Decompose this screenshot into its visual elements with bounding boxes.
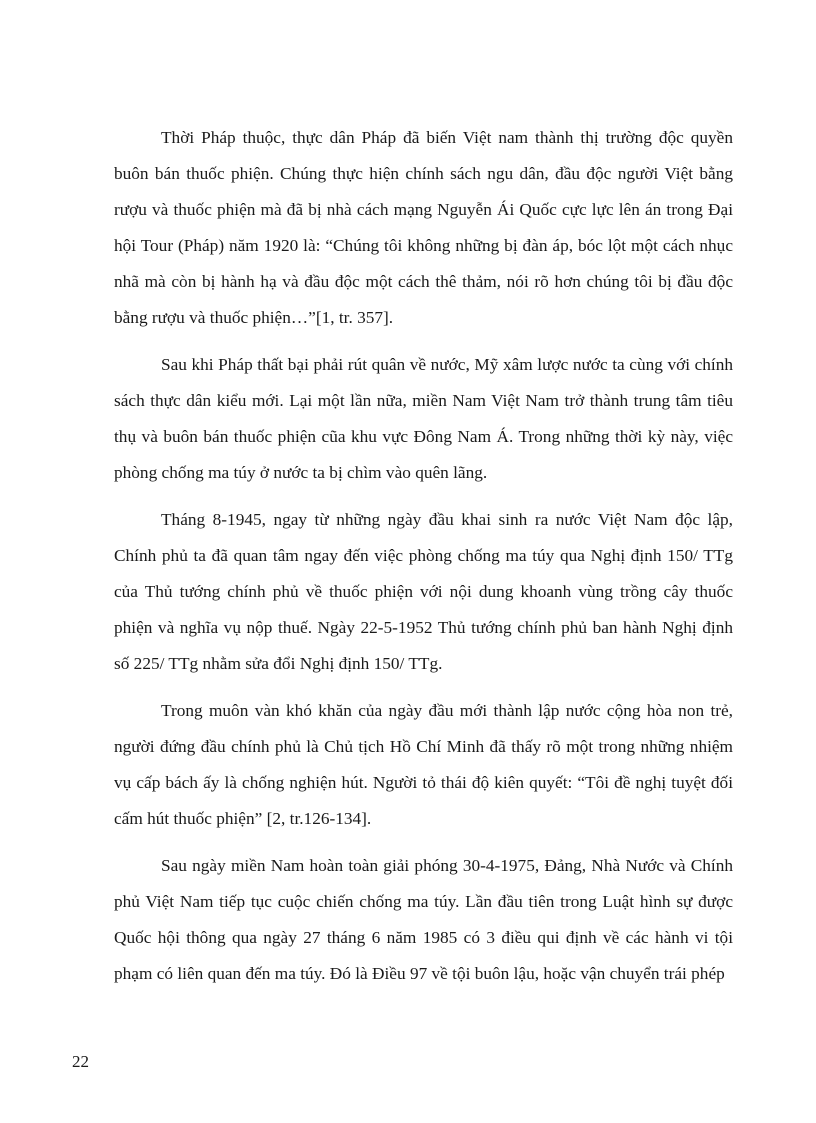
- page-number: 22: [72, 1052, 89, 1071]
- document-body: [114, 120, 733, 992]
- paragraph-criminal-law-1985: Sau ngày miền Nam hoàn toàn giải phóng 30-4-1975, Đảng, Nhà Nước và Chính phủ Việt Nam tiếp tục cuộc chiến chống ma túy. Lần đầu tiên trong Luật hình sự được Quốc hội thông qua ngày 27 tháng 6 năm 1985 có 3 điều qui định về các hành vi tội phạm có liên quan đến ma túy. Đó là Điều 97 về tội buôn lậu, hoặc vận chuyển trái phép: [114, 856, 733, 983]
- paragraph-french-colonial-opium: Thời Pháp thuộc, thực dân Pháp đã biến Việt nam thành thị trường độc quyền buôn bán thuốc phiện. Chúng thực hiện chính sách ngu dân, đầu độc người Việt bằng rượu và thuốc phiện mà đã bị nhà cách mạng Nguyễn Ái Quốc cực lực lên án trong Đại hội Tour (Pháp) năm 1920 là: “Chúng tôi không những bị đàn áp, bóc lột một cách nhục nhã mà còn bị hành hạ và đầu độc một cách thê thảm, nói rõ hơn chúng tôi bị đầu độc bằng rượu và thuốc phiện…”[1, tr. 357].: [114, 128, 733, 327]
- paragraph-decree-150: Tháng 8-1945, ngay từ những ngày đầu khai sinh ra nước Việt Nam độc lập, Chính phủ ta đã quan tâm ngay đến việc phòng chống ma túy qua Nghị định 150/ TTg của Thủ tướng chính phủ về thuốc phiện với nội dung khoanh vùng trồng cây thuốc phiện và nghĩa vụ nộp thuế. Ngày 22-5-1952 Thủ tướng chính phủ ban hành Nghị định số 225/ TTg nhằm sửa đổi Nghị định 150/ TTg.: [114, 510, 733, 673]
- paragraph-american-period: Sau khi Pháp thất bại phải rút quân về nước, Mỹ xâm lược nước ta cùng với chính sách thực dân kiểu mới. Lại một lần nữa, miền Nam Việt Nam trở thành trung tâm tiêu thụ và buôn bán thuốc phiện cũa khu vực Đông Nam Á. Trong những thời kỳ này, việc phòng chống ma túy ở nước ta bị chìm vào quên lãng.: [114, 355, 733, 482]
- paragraph-ho-chi-minh: Trong muôn vàn khó khăn của ngày đầu mới thành lập nước cộng hòa non trẻ, người đứng đầu chính phủ là Chủ tịch Hồ Chí Minh đã thấy rõ một trong những nhiệm vụ cấp bách ấy là chống nghiện hút. Người tỏ thái độ kiên quyết: “Tôi đề nghị tuyệt đối cấm hút thuốc phiện” [2, tr.126-134].: [114, 701, 733, 828]
